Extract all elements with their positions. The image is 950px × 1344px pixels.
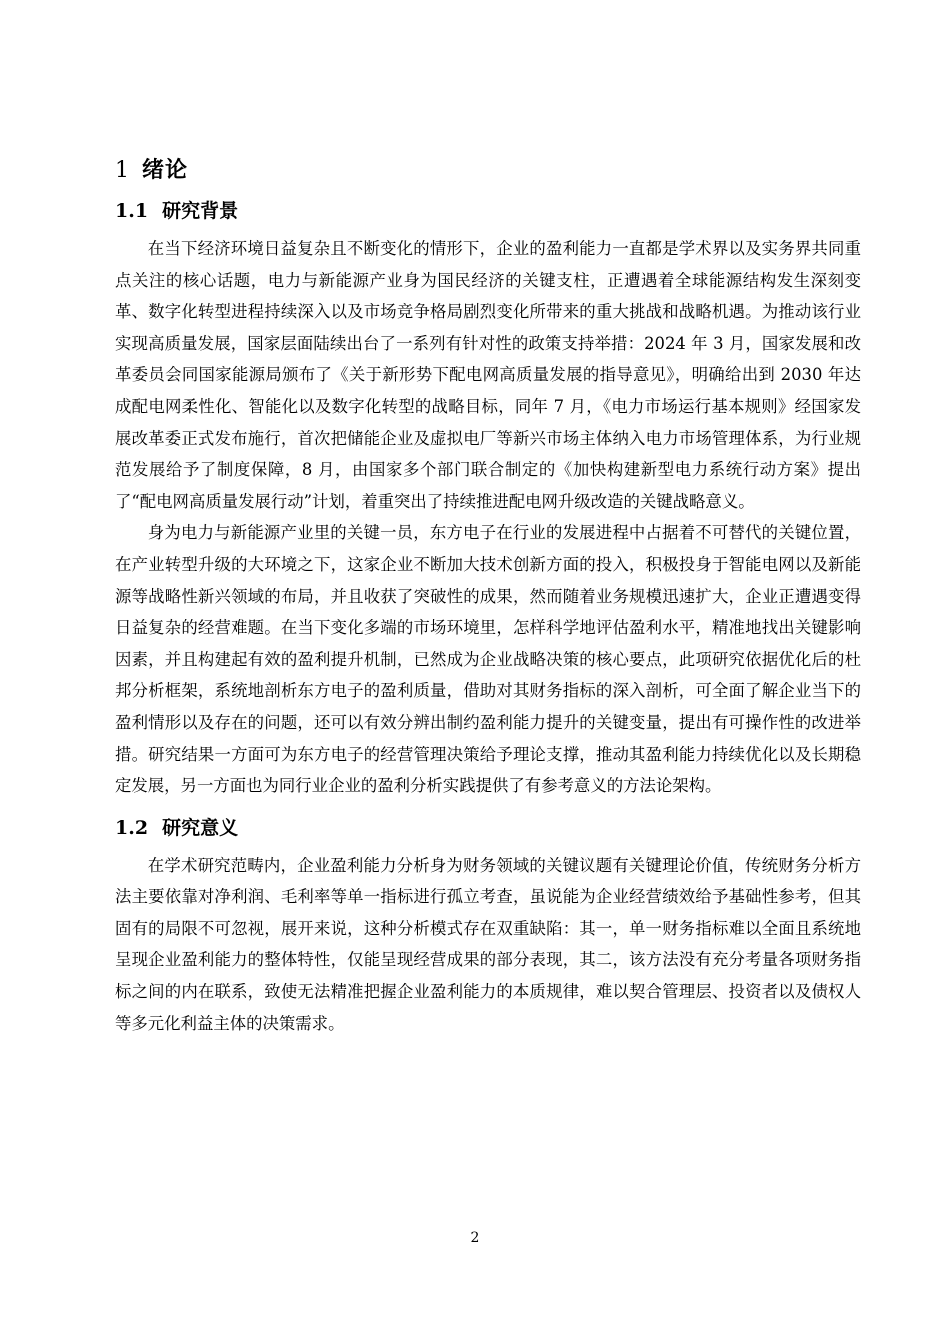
chapter-title: 绪论 xyxy=(142,157,189,183)
paragraph: 在学术研究范畴内，企业盈利能力分析身为财务领域的关键议题有关键理论价值，传统财务分析方法主要依靠对净利润、毛利率等单一指标进行孤立考查，虽说能为企业经营绩效给予基础性参考，但其固有的局限不可忽视，展开来说，这种分析模式存在双重缺陷：其一，单一财务指标难以全面且系统地呈现企业盈利能力的整体特性，仅能呈现经营成果的部分表现，其二，该方法没有充分考量各项财务指标之间的内在联系，致使无法精准把握企业盈利能力的本质规律，难以契合管理层、投资者以及债权人等多元化利益主体的决策需求。 xyxy=(115,855,861,1033)
section-title: 研究意义 xyxy=(162,816,239,839)
paragraph: 身为电力与新能源产业里的关键一员，东方电子在行业的发展进程中占据着不可替代的关键位置，在产业转型升级的大环境之下，这家企业不断加大技术创新方面的投入，积极投身于智能电网以及新能源等战略性新兴领域的布局，并且收获了突破性的成果，然而随着业务规模迅速扩大，企业正遭遇变得日益复杂的经营难题。在当下变化多端的市场环境里，怎样科学地评估盈利水平，精准地找出关键影响因素，并且构建起有效的盈利提升机制，已然成为企业战略决策的核心要点，此项研究依据优化后的杜邦分析框架，系统地剖析东方电子的盈利质量，借助对其财务指标的深入剖析，可全面了解企业当下的盈利情形以及存在的问题，还可以有效分辨出制约盈利能力提升的关键变量，提出有可操作性的改进举措。研究结果一方面可为东方电子的经营管理决策给予理论支撑，推动其盈利能力持续优化以及长期稳定发展，另一方面也为同行业企业的盈利分析实践提供了有参考意义的方法论架构。 xyxy=(115,523,861,796)
section-title: 研究背景 xyxy=(162,200,239,222)
section-number: 1.1 xyxy=(115,200,149,222)
page-content xyxy=(115,150,861,1039)
paragraph: 在当下经济环境日益复杂且不断变化的情形下，企业的盈利能力一直都是学术界以及实务界共同重点关注的核心话题，电力与新能源产业身为国民经济的关键支柱，正遭遇着全球能源结构发生深刻变革、数字化转型进程持续深入以及市场竞争格局剧烈变化所带来的重大挑战和战略机遇。为推动该行业实现高质量发展，国家层面陆续出台了一系列有针对性的政策支持举措：2024 年 3 月，国家发展和改革委员会同国家能源局颁布了《关于新形势下配电网高质量发展的指导意见》，明确给出到 2030 年达成配电网柔性化、智能化以及数字化转型的战略目标，同年 7 月，《电力市场运行基本规则》经国家发展改革委正式发布施行，首次把储能企业及虚拟电厂等新兴市场主体纳入电力市场管理体系，为行业规范发展给予了制度保障，8 月，由国家多个部门联合制定的《加快构建新型电力系统行动方案》提出了“配电网高质量发展行动”计划，着重突出了持续推进配电网升级改造的关键战略意义。 xyxy=(115,239,861,511)
page-number: 2 xyxy=(470,1230,480,1246)
chapter-number: 1 xyxy=(115,158,130,183)
section-number: 1.2 xyxy=(115,816,149,839)
section-heading-1-1 xyxy=(115,193,861,229)
chapter-heading xyxy=(115,150,861,191)
section-heading-1-2 xyxy=(115,810,861,846)
